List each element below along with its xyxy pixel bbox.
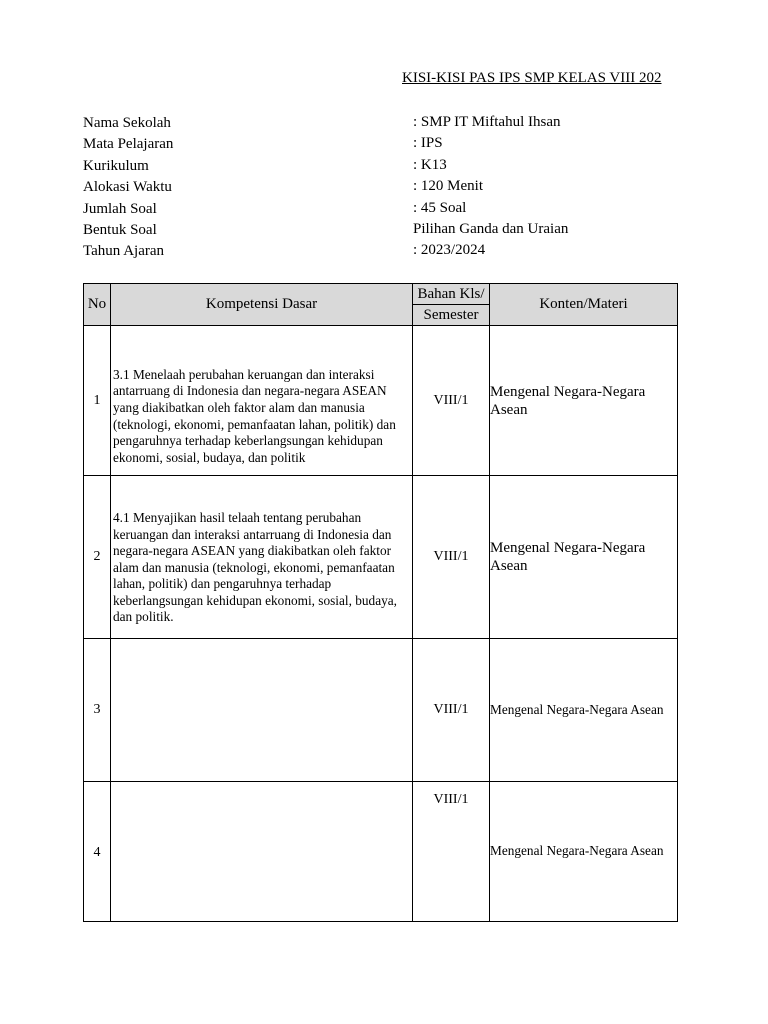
kompetensi-dasar-text: 4.1 Menyajikan hasil telaah tentang perubahan keruangan dan interaksi antarruang di Indonesia dan negara-negara ASEAN yang diakibatkan oleh faktor alam dan manusia (teknologi, ekonomi, pemanfaatan lahan, politik) dan pengaruhnya terhadap keberlangsungan kehidupan ekonomi, sosial, budaya, dan politik. [113,509,397,625]
table-row [84,476,678,639]
konten-materi-cell: Mengenal Negara-Negara Asean [490,782,678,922]
table-row [84,782,678,922]
document-title: KISI-KISI PAS IPS SMP KELAS VIII 202 [402,70,662,86]
info-labels [83,113,173,263]
info-value-alokasi-waktu: : 120 Menit [413,178,483,195]
table-row [84,639,678,782]
kelas-semester-cell: VIII/1 [413,326,490,476]
info-label-kurikulum: Kurikulum [83,157,149,174]
konten-materi-cell: Mengenal Negara-Negara Asean [490,476,678,639]
kelas-semester-cell: VIII/1 [413,639,490,782]
row-number: 3 [84,639,111,782]
row-number: 4 [84,782,111,922]
info-label-bentuk-soal: Bentuk Soal [83,222,157,239]
info-label-jumlah-soal: Jumlah Soal [83,200,157,217]
kelas-semester-cell: VIII/1 [413,782,490,922]
kompetensi-dasar-cell [111,326,413,476]
info-value-jumlah-soal: : 45 Soal [413,199,467,216]
header-konten-materi: Konten/Materi [490,284,678,326]
kompetensi-dasar-cell [111,476,413,639]
konten-materi-cell: Mengenal Negara-Negara Asean [490,639,678,782]
table-header-row [84,284,678,305]
table-row [84,326,678,476]
konten-materi-cell: Mengenal Negara-Negara Asean [490,326,678,476]
kompetensi-dasar-text: 3.1 Menelaah perubahan keruangan dan interaksi antarruang di Indonesia dan negara-negara ASEAN yang diakibatkan oleh faktor alam dan manusia (teknologi, ekonomi, pemanfaatan lahan, politik) dan pengaruhnya terhadap keberlangsungan kehidupan ekonomi, sosial, budaya, dan politik [113,366,396,465]
info-label-mata-pelajaran: Mata Pelajaran [83,136,174,153]
kompetensi-dasar-cell [111,782,413,922]
kompetensi-dasar-cell [111,639,413,782]
info-label-tahun-ajaran: Tahun Ajaran [83,243,165,260]
kelas-semester-cell: VIII/1 [413,476,490,639]
header-no: No [84,284,111,326]
info-value-tahun-ajaran: : 2023/2024 [413,242,486,259]
info-label-nama-sekolah: Nama Sekolah [83,115,171,131]
info-value-kurikulum: : K13 [413,156,447,173]
info-value-mata-pelajaran: : IPS [413,135,443,152]
kisi-kisi-table [83,283,678,922]
row-number: 1 [84,326,111,476]
header-bahan-kelas: Bahan Kls/ [413,284,490,305]
row-number: 2 [84,476,111,639]
info-label-alokasi-waktu: Alokasi Waktu [83,179,172,196]
info-value-bentuk-soal: Pilihan Ganda dan Uraian [413,221,569,238]
header-semester: Semester [413,305,490,326]
info-values [413,112,568,262]
header-kompetensi-dasar: Kompetensi Dasar [111,284,413,326]
info-value-nama-sekolah: : SMP IT Miftahul Ihsan [413,114,561,130]
